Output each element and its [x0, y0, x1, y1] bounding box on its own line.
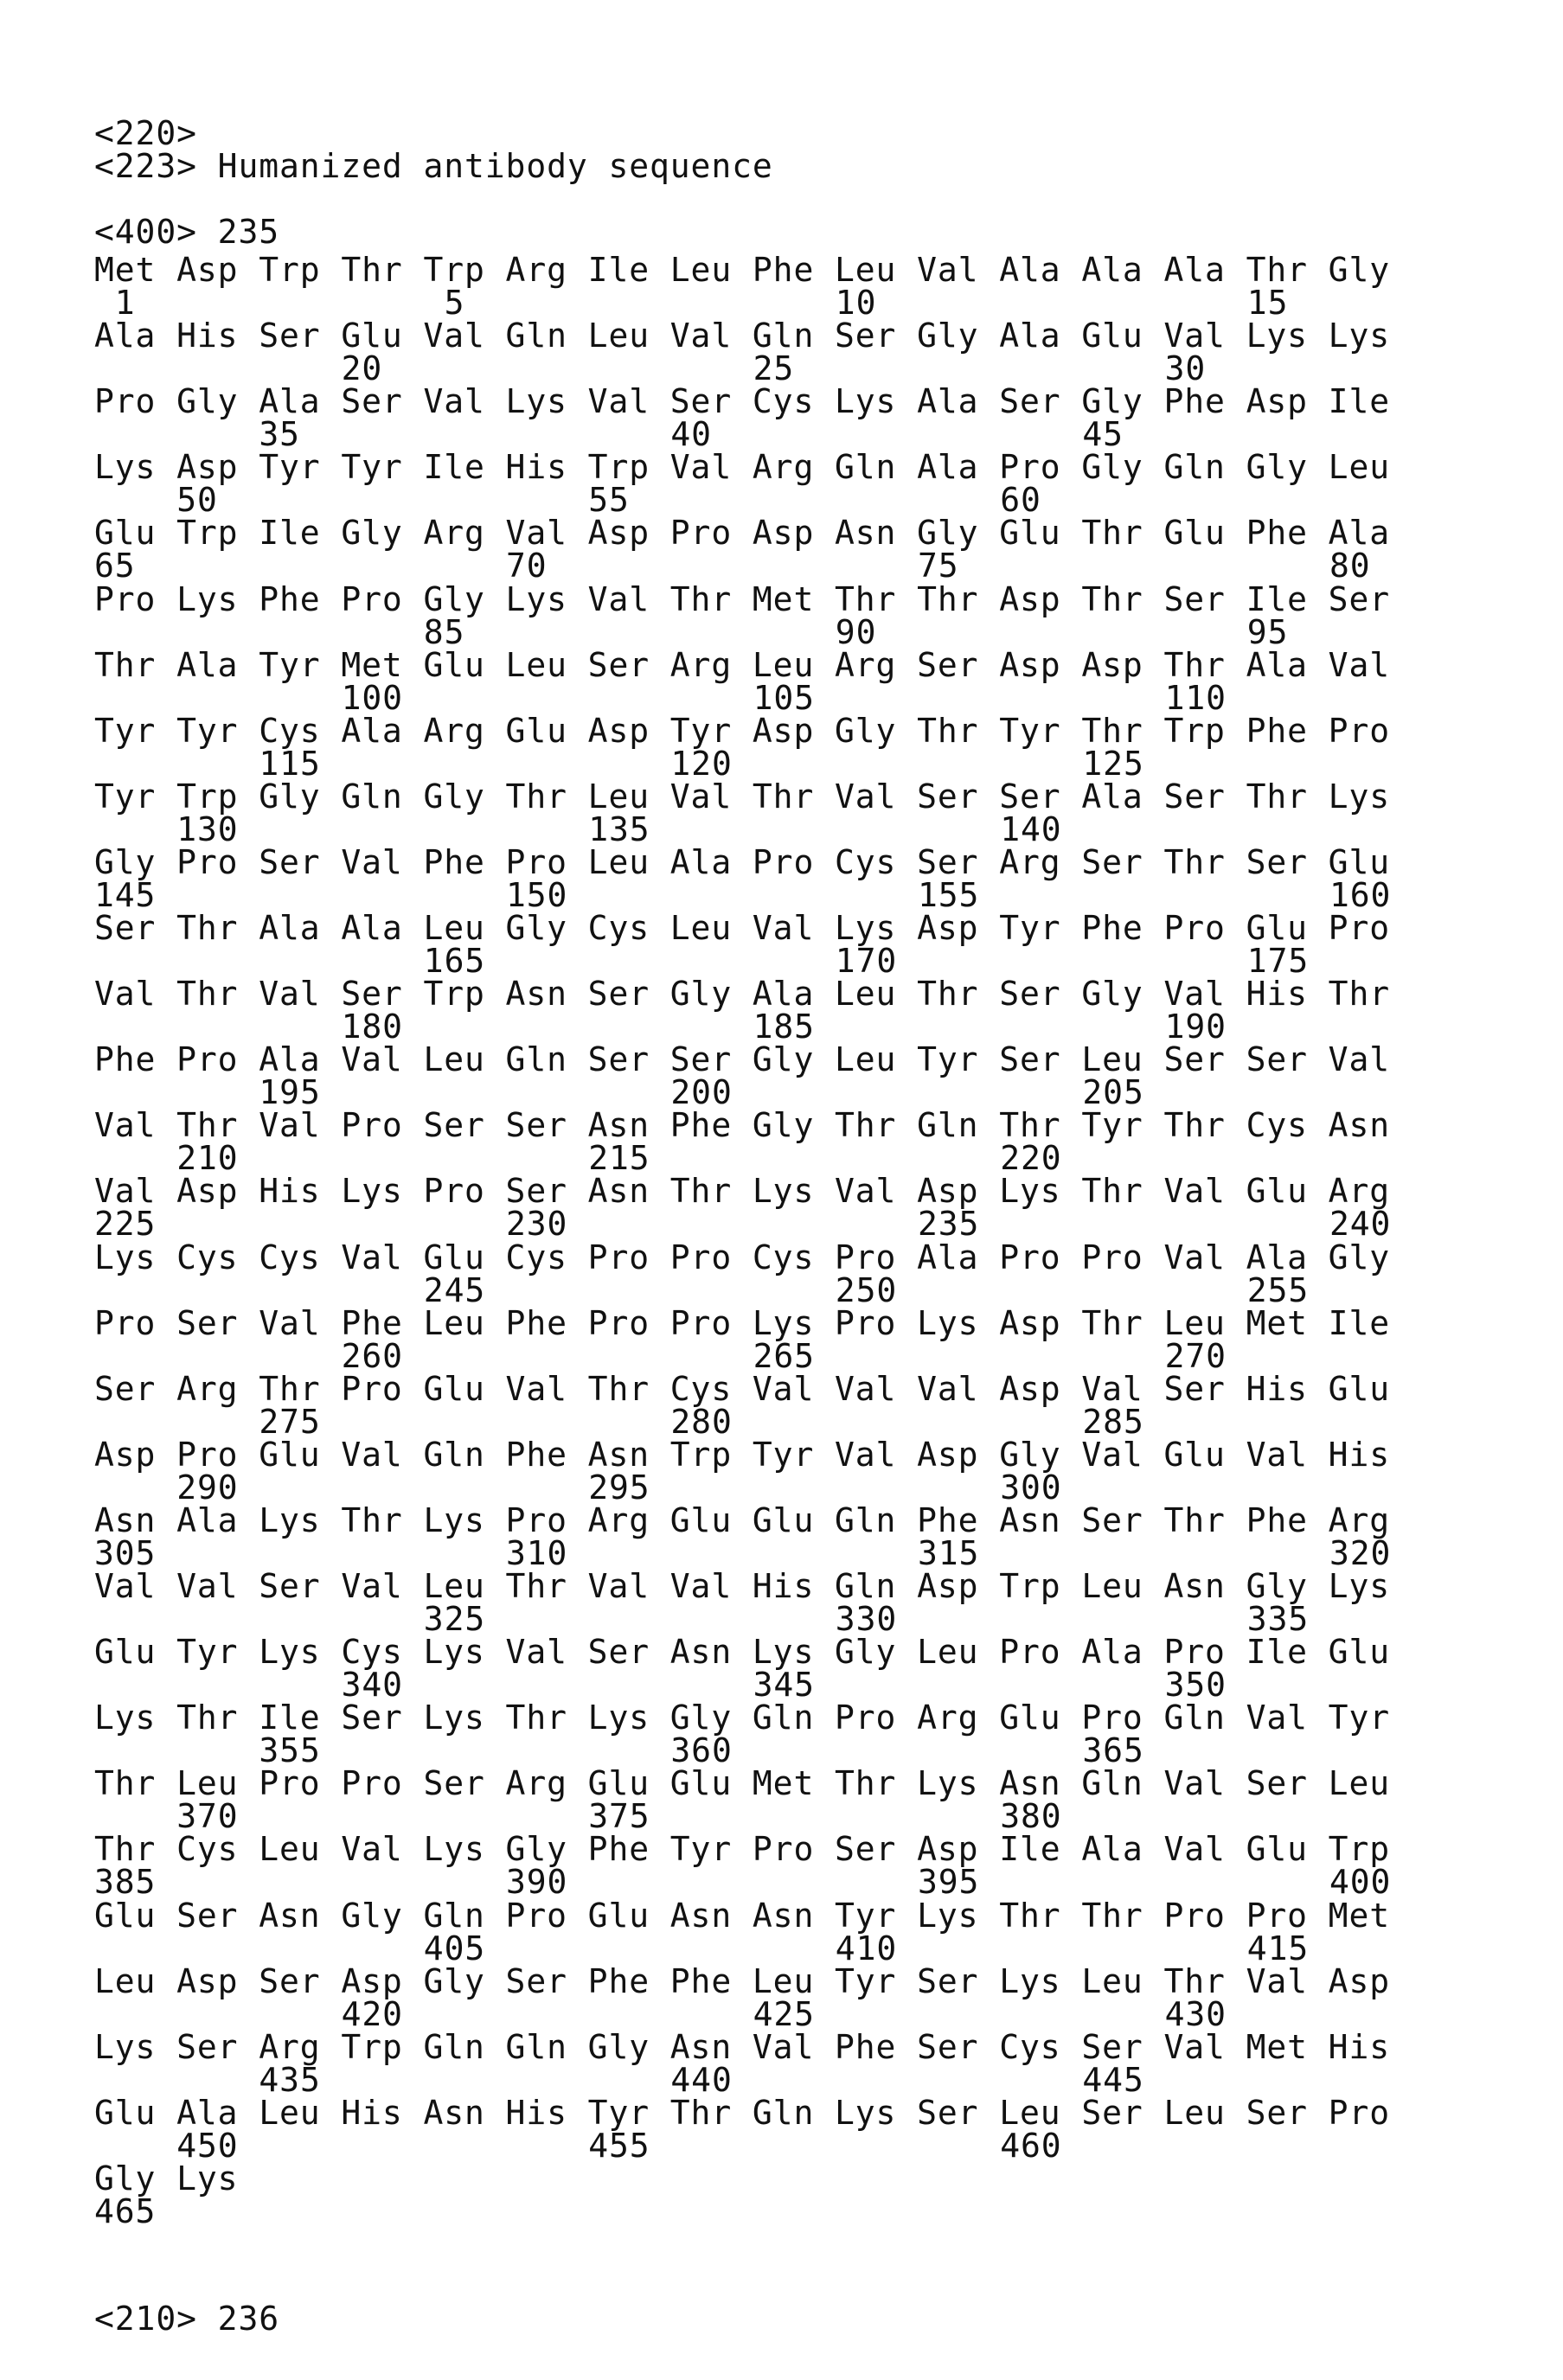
position-number: 130	[176, 813, 238, 846]
position-number: 170	[836, 944, 897, 977]
position-number: 245	[424, 1274, 485, 1307]
position-number: 275	[259, 1405, 320, 1438]
position-number: 305	[94, 1537, 156, 1570]
position-number: 70	[506, 549, 548, 582]
residue-line: Asp Pro Glu Val Gln Phe Asn Trp Tyr Val Asp Gly Val Glu Val His	[94, 1438, 1390, 1471]
position-number: 240	[1329, 1207, 1391, 1240]
residue-line: Thr Cys Leu Val Lys Gly Phe Tyr Pro Ser Asp Ile Ala Val Glu Trp	[94, 1833, 1390, 1865]
position-number: 180	[342, 1010, 403, 1043]
position-number: 15	[1247, 286, 1289, 319]
position-number: 285	[1082, 1405, 1143, 1438]
residue-line: Asn Ala Lys Thr Lys Pro Arg Glu Glu Gln Phe Asn Ser Thr Phe Arg	[94, 1504, 1390, 1537]
position-number: 350	[1165, 1668, 1227, 1701]
position-number: 395	[918, 1865, 979, 1898]
residue-line: Glu Tyr Lys Cys Lys Val Ser Asn Lys Gly Leu Pro Ala Pro Ile Glu	[94, 1635, 1390, 1668]
position-number: 225	[94, 1207, 156, 1240]
position-number: 195	[259, 1076, 320, 1109]
position-number: 125	[1082, 747, 1143, 780]
position-number: 415	[1247, 1932, 1309, 1965]
position-number: 310	[506, 1537, 567, 1570]
seq-tag-400-id: <400> 235	[94, 215, 279, 248]
position-number: 440	[670, 2063, 732, 2096]
position-number: 460	[1000, 2129, 1061, 2162]
position-number: 120	[670, 747, 732, 780]
residue-line: Glu Trp Ile Gly Arg Val Asp Pro Asp Asn Gly Glu Thr Glu Phe Ala	[94, 516, 1390, 549]
position-number: 55	[588, 483, 630, 516]
position-number: 420	[342, 1998, 403, 2031]
position-number: 150	[506, 879, 567, 912]
position-number: 335	[1247, 1603, 1309, 1635]
residue-line: Lys Cys Cys Val Glu Cys Pro Pro Cys Pro Ala Pro Pro Val Ala Gly	[94, 1241, 1390, 1274]
position-number: 385	[94, 1865, 156, 1898]
residue-line: Thr Leu Pro Pro Ser Arg Glu Glu Met Thr Lys Asn Gln Val Ser Leu	[94, 1767, 1390, 1800]
position-number: 165	[424, 944, 485, 977]
position-number: 140	[1000, 813, 1061, 846]
position-number: 330	[836, 1603, 897, 1635]
position-number: 145	[94, 879, 156, 912]
position-number: 375	[588, 1800, 650, 1833]
position-number: 250	[836, 1274, 897, 1307]
residue-line: Ala His Ser Glu Val Gln Leu Val Gln Ser Gly Ala Glu Val Lys Lys	[94, 319, 1390, 352]
seq-tag-220: <220>	[94, 117, 197, 150]
position-number: 260	[342, 1340, 403, 1372]
seq-tag-223-description: <223> Humanized antibody sequence	[94, 150, 773, 182]
position-number: 410	[836, 1932, 897, 1965]
position-number: 220	[1000, 1142, 1061, 1174]
position-number: 270	[1165, 1340, 1227, 1372]
position-number: 5	[445, 286, 465, 319]
position-number: 35	[259, 418, 300, 451]
position-number: 105	[753, 681, 815, 714]
position-number: 10	[836, 286, 877, 319]
residue-line: Val Thr Val Pro Ser Ser Asn Phe Gly Thr Gln Thr Tyr Thr Cys Asn	[94, 1109, 1390, 1142]
position-number: 90	[836, 616, 877, 649]
residue-line: Val Val Ser Val Leu Thr Val Val His Gln Asp Trp Leu Asn Gly Lys	[94, 1570, 1390, 1603]
position-number: 450	[176, 2129, 238, 2162]
position-number: 100	[342, 681, 403, 714]
residue-line: Gly Pro Ser Val Phe Pro Leu Ala Pro Cys Ser Arg Ser Thr Ser Glu	[94, 846, 1390, 879]
position-number: 80	[1329, 549, 1371, 582]
position-number: 45	[1082, 418, 1124, 451]
position-number: 60	[1000, 483, 1041, 516]
position-number: 430	[1165, 1998, 1227, 2031]
position-number: 75	[918, 549, 959, 582]
position-number: 370	[176, 1800, 238, 1833]
residue-line: Pro Lys Phe Pro Gly Lys Val Thr Met Thr Thr Asp Thr Ser Ile Ser	[94, 583, 1390, 616]
residue-line: Gly Lys	[94, 2162, 238, 2195]
position-number: 255	[1247, 1274, 1309, 1307]
position-number: 200	[670, 1076, 732, 1109]
position-number: 65	[94, 549, 136, 582]
position-number: 30	[1165, 352, 1207, 385]
position-number: 345	[753, 1668, 815, 1701]
position-number: 320	[1329, 1537, 1391, 1570]
position-number: 425	[753, 1998, 815, 2031]
position-number: 295	[588, 1471, 650, 1504]
position-number: 290	[176, 1471, 238, 1504]
position-number: 215	[588, 1142, 650, 1174]
position-number: 300	[1000, 1471, 1061, 1504]
residue-line: Lys Thr Ile Ser Lys Thr Lys Gly Gln Pro Arg Glu Pro Gln Val Tyr	[94, 1701, 1390, 1734]
position-number: 280	[670, 1405, 732, 1438]
residue-line: Phe Pro Ala Val Leu Gln Ser Ser Gly Leu Tyr Ser Leu Ser Ser Val	[94, 1043, 1390, 1076]
residue-line: Glu Ser Asn Gly Gln Pro Glu Asn Asn Tyr Lys Thr Thr Pro Pro Met	[94, 1899, 1390, 1932]
position-number: 115	[259, 747, 320, 780]
position-number: 155	[918, 879, 979, 912]
position-number: 135	[588, 813, 650, 846]
position-number: 190	[1165, 1010, 1227, 1043]
residue-line: Pro Gly Ala Ser Val Lys Val Ser Cys Lys Ala Ser Gly Phe Asp Ile	[94, 385, 1390, 418]
position-number: 110	[1165, 681, 1227, 714]
residue-line: Ser Thr Ala Ala Leu Gly Cys Leu Val Lys Asp Tyr Phe Pro Glu Pro	[94, 912, 1390, 944]
position-number: 1	[115, 286, 136, 319]
residue-line: Tyr Trp Gly Gln Gly Thr Leu Val Thr Val Ser Ser Ala Ser Thr Lys	[94, 780, 1390, 813]
position-number: 325	[424, 1603, 485, 1635]
position-number: 50	[176, 483, 218, 516]
residue-line: Met Asp Trp Thr Trp Arg Ile Leu Phe Leu Val Ala Ala Ala Thr Gly	[94, 253, 1390, 286]
seq-tag-210-next: <210> 236	[94, 2302, 279, 2335]
position-number: 400	[1329, 1865, 1391, 1898]
position-number: 445	[1082, 2063, 1143, 2096]
position-number: 85	[424, 616, 465, 649]
residue-line: Tyr Tyr Cys Ala Arg Glu Asp Tyr Asp Gly Thr Tyr Thr Trp Phe Pro	[94, 714, 1390, 747]
position-number: 465	[94, 2195, 156, 2228]
position-number: 210	[176, 1142, 238, 1174]
residue-line: Glu Ala Leu His Asn His Tyr Thr Gln Lys Ser Leu Ser Leu Ser Pro	[94, 2096, 1390, 2129]
position-number: 390	[506, 1865, 567, 1898]
residue-line: Leu Asp Ser Asp Gly Ser Phe Phe Leu Tyr Ser Lys Leu Thr Val Asp	[94, 1965, 1390, 1998]
residue-line: Val Asp His Lys Pro Ser Asn Thr Lys Val Asp Lys Thr Val Glu Arg	[94, 1174, 1390, 1207]
position-number: 315	[918, 1537, 979, 1570]
position-number: 175	[1247, 944, 1309, 977]
residue-line: Val Thr Val Ser Trp Asn Ser Gly Ala Leu Thr Ser Gly Val His Thr	[94, 977, 1390, 1010]
residue-line: Lys Asp Tyr Tyr Ile His Trp Val Arg Gln Ala Pro Gly Gln Gly Leu	[94, 451, 1390, 483]
position-number: 40	[670, 418, 712, 451]
residue-line: Thr Ala Tyr Met Glu Leu Ser Arg Leu Arg Ser Asp Asp Thr Ala Val	[94, 649, 1390, 681]
position-number: 235	[918, 1207, 979, 1240]
position-number: 205	[1082, 1076, 1143, 1109]
residue-line: Ser Arg Thr Pro Glu Val Thr Cys Val Val Val Asp Val Ser His Glu	[94, 1372, 1390, 1405]
position-number: 405	[424, 1932, 485, 1965]
position-number: 380	[1000, 1800, 1061, 1833]
position-number: 265	[753, 1340, 815, 1372]
position-number: 160	[1329, 879, 1391, 912]
position-number: 360	[670, 1734, 732, 1767]
position-number: 185	[753, 1010, 815, 1043]
position-number: 95	[1247, 616, 1289, 649]
position-number: 435	[259, 2063, 320, 2096]
position-number: 20	[342, 352, 383, 385]
residue-line: Pro Ser Val Phe Leu Phe Pro Pro Lys Pro Lys Asp Thr Leu Met Ile	[94, 1307, 1390, 1340]
position-number: 355	[259, 1734, 320, 1767]
position-number: 365	[1082, 1734, 1143, 1767]
position-number: 25	[753, 352, 795, 385]
position-number: 455	[588, 2129, 650, 2162]
position-number: 230	[506, 1207, 567, 1240]
residue-line: Lys Ser Arg Trp Gln Gln Gly Asn Val Phe Ser Cys Ser Val Met His	[94, 2031, 1390, 2063]
position-number: 340	[342, 1668, 403, 1701]
